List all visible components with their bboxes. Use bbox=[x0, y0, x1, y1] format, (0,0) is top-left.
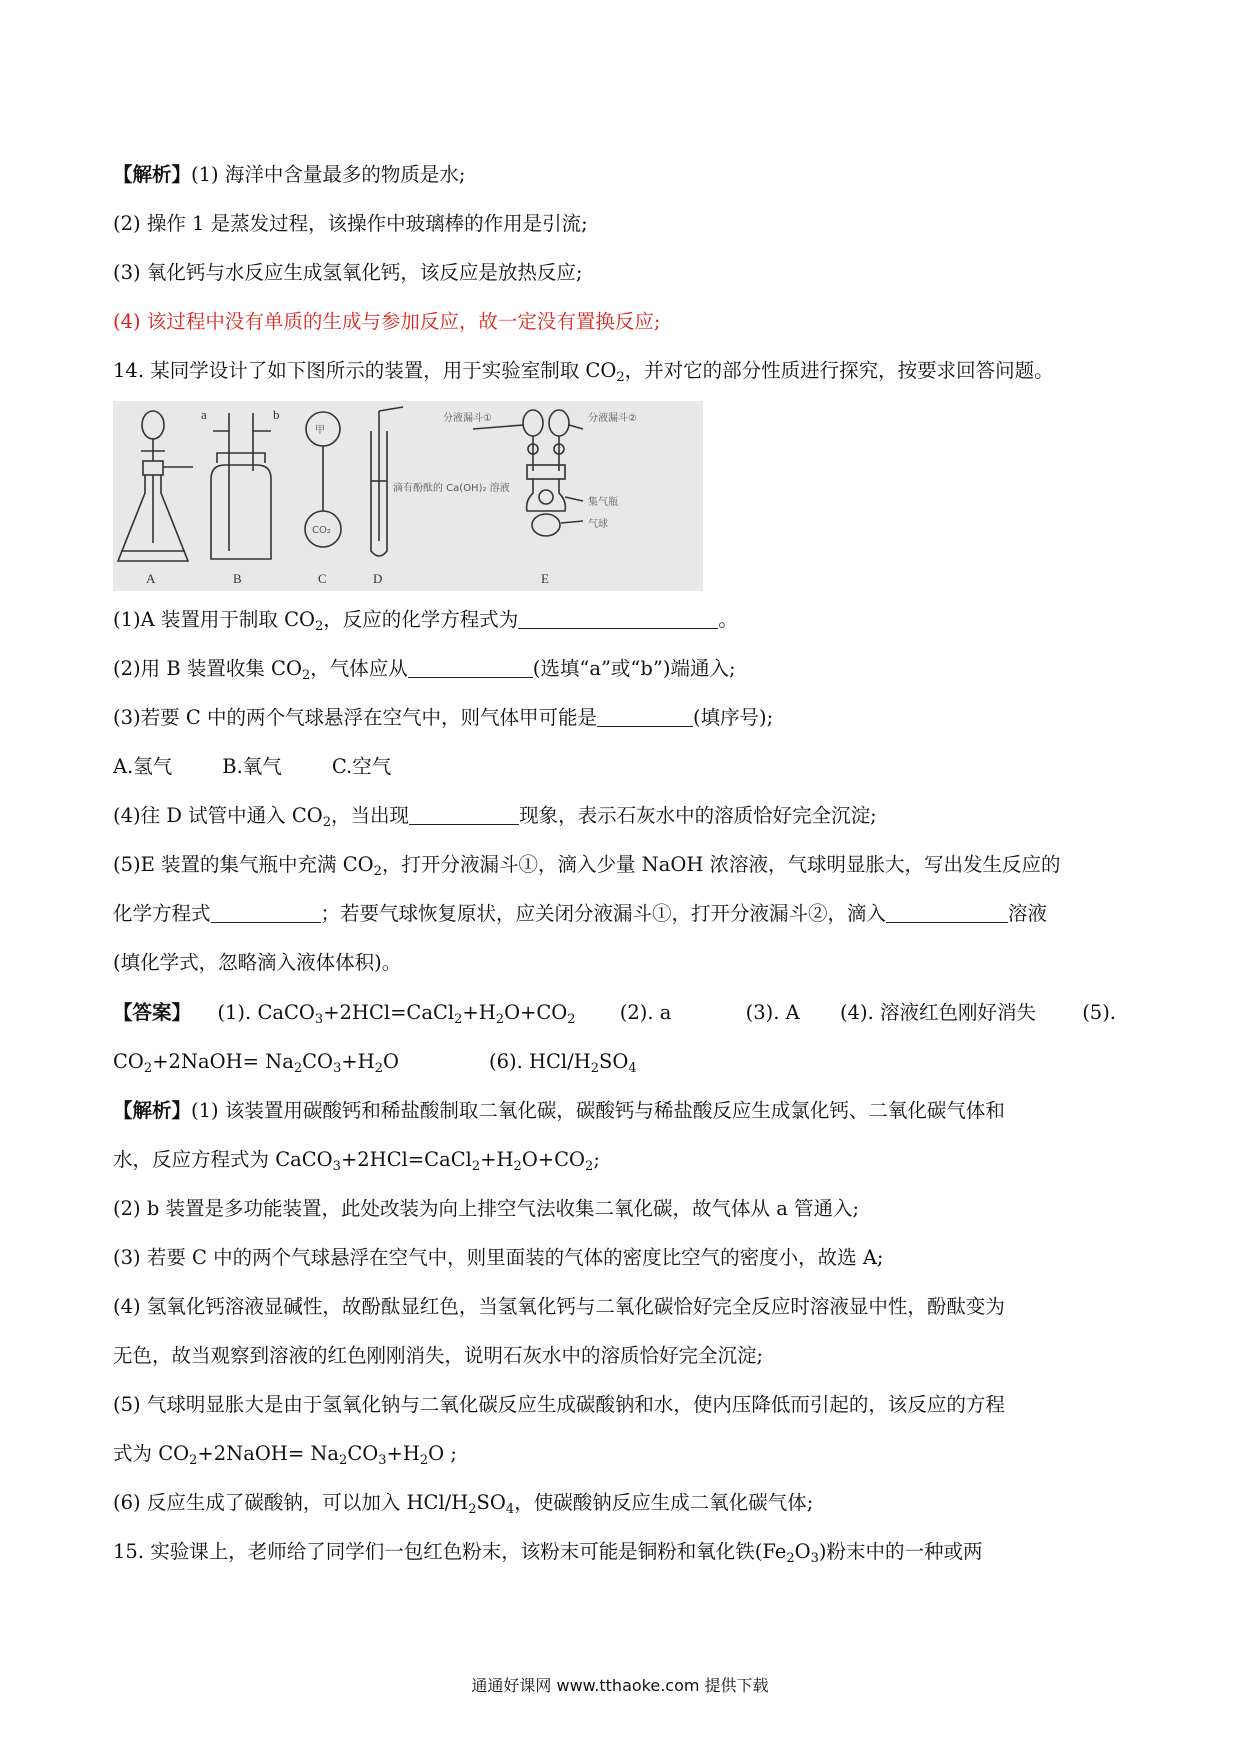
d-solution-note: 滴有酚酞的 Ca(OH)₂ 溶液 bbox=[393, 483, 510, 494]
analysis14-line7: (5) 气球明显胀大是由于氢氧化钠与二氧化碳反应生成碳酸钠和水，使内压降低而引起的，该反应的方程 bbox=[113, 1393, 1005, 1416]
question14-part3: (3)若要 C 中的两个气球悬浮在空气中，则气体甲可能是 (填序号); bbox=[113, 706, 774, 729]
question14-stem: 14. 某同学设计了如下图所示的装置，用于实验室制取 $CO_2$，并对它的部分性质进行探究，按要求回答问题。 bbox=[113, 359, 1054, 385]
analysis14-line6: 无色，故当观察到溶液的红色刚刚消失，说明石灰水中的溶质恰好完全沉淀; bbox=[113, 1344, 764, 1367]
apparatus-figure bbox=[113, 401, 703, 591]
analysis13-line2: (2) 操作 1 是蒸发过程，该操作中玻璃棒的作用是引流; bbox=[113, 212, 588, 235]
analysis13-line1: 【解析】(1) 海洋中含量最多的物质是水; bbox=[113, 163, 466, 186]
answer-blank[interactable] bbox=[886, 902, 1008, 923]
answer-label: 【答案】 bbox=[113, 1001, 192, 1024]
label-d: D bbox=[373, 571, 383, 586]
analysis14-line3: (2) b 装置是多功能装置，此处改装为向上排空气法收集二氧化碳，故气体从 a 管通入; bbox=[113, 1197, 860, 1220]
apparatus-b-bottle bbox=[211, 413, 271, 559]
analysis14-line8: 式为 $CO_2+2NaOH= Na_2CO_3+H_2O$ ; bbox=[113, 1442, 457, 1468]
apparatus-a-flask bbox=[118, 411, 193, 561]
answer-blank[interactable] bbox=[211, 902, 321, 923]
option-c: C.空气 bbox=[331, 755, 392, 778]
question14-part5-line1: (5)E 装置的集气瓶中充满 $CO_2$，打开分液漏斗①，滴入少量 NaOH 浓溶液，气球明显胀大，写出发生反应的 bbox=[113, 853, 1061, 879]
label-a: A bbox=[146, 571, 156, 586]
option-a: A.氢气 bbox=[113, 755, 173, 778]
question14-options bbox=[113, 754, 1133, 780]
port-b: b bbox=[273, 407, 280, 422]
e-funnel1-note: 分液漏斗① bbox=[443, 413, 492, 424]
analysis14-line2: 水，反应方程式为 $CaCO_3+2HCl=CaCl_2+H_2O+CO_2$; bbox=[113, 1148, 600, 1174]
apparatus-d-testtube bbox=[371, 407, 403, 556]
answer-blank[interactable] bbox=[409, 804, 519, 825]
analysis13-line4-highlight: (4) 该过程中没有单质的生成与参加反应，故一定没有置换反应; bbox=[113, 310, 661, 333]
question14-part4: (4)往 D 试管中通入 $CO_2$，当出现 现象，表示石灰水中的溶质恰好完全沉淀; bbox=[113, 804, 877, 830]
analysis14-line5: (4) 氢氧化钙溶液显碱性，故酚酞显红色，当氢氧化钙与二氧化碳恰好完全反应时溶液显中性，酚酞变为 bbox=[113, 1295, 1005, 1318]
analysis14-line1: 【解析】(1) 该装置用碳酸钙和稀盐酸制取二氧化碳，碳酸钙与稀盐酸反应生成氯化钙、二氧化碳气体和 bbox=[113, 1099, 1005, 1122]
analysis14-line9: (6) 反应生成了碳酸钠，可以加入 HCl/$H_2SO_4$，使碳酸钠反应生成二氧化碳气体; bbox=[113, 1491, 814, 1517]
question14-part5-line2: 化学方程式 ；若要气球恢复原状，应关闭分液漏斗①，打开分液漏斗②，滴入 溶液 bbox=[113, 902, 1048, 925]
apparatus-drawing bbox=[113, 401, 703, 591]
answer14-line1: 【答案】 (1). $CaCO_3+2HCl=CaCl_2+H_2O+CO_2$ (2). a (3). A (4). 溶液红色刚好消失 (5). bbox=[113, 1001, 1117, 1027]
e-balloon-note: 气球 bbox=[588, 519, 608, 530]
question14-part2: (2)用 B 装置收集 $CO_2$，气体应从 (选填“a”或“b”)端通入; bbox=[113, 657, 736, 683]
answer14-line2: $CO_2+2NaOH= Na_2CO_3+H_2O$ (6). HCl/$H_2SO_4$ bbox=[113, 1050, 637, 1076]
balloon-gas-label: 甲 bbox=[315, 425, 325, 436]
answer-blank[interactable] bbox=[597, 706, 693, 727]
port-a: a bbox=[201, 407, 207, 422]
answer-blank[interactable] bbox=[518, 608, 718, 629]
page-footer: 通通好课网 www.tthaoke.com 提供下载 bbox=[471, 1676, 769, 1695]
analysis13-line3: (3) 氧化钙与水反应生成氢氧化钙，该反应是放热反应; bbox=[113, 261, 583, 284]
analysis-label: 【解析】 bbox=[113, 1099, 192, 1122]
balloon-co2-label: CO₂ bbox=[312, 525, 331, 536]
analysis-label: 【解析】 bbox=[113, 163, 192, 186]
answer-blank[interactable] bbox=[408, 657, 533, 678]
question14-part5-line3: (填化学式，忽略滴入液体体积)。 bbox=[113, 951, 402, 974]
label-e: E bbox=[541, 571, 549, 586]
apparatus-e-setup bbox=[473, 410, 583, 536]
question14-part1: (1)A 装置用于制取 $CO_2$，反应的化学方程式为 。 bbox=[113, 608, 738, 634]
analysis14-line4: (3) 若要 C 中的两个气球悬浮在空气中，则里面装的气体的密度比空气的密度小，故选 A; bbox=[113, 1246, 884, 1269]
label-c: C bbox=[318, 571, 327, 586]
e-funnel2-note: 分液漏斗② bbox=[588, 413, 637, 424]
option-b: B.氧气 bbox=[222, 755, 282, 778]
question15-stem: 15. 实验课上，老师给了同学们一包红色粉末，该粉末可能是铜粉和氧化铁$(Fe_2O_3)$粉末中的一种或两 bbox=[113, 1540, 983, 1566]
label-b: B bbox=[233, 571, 242, 586]
e-bottle-note: 集气瓶 bbox=[588, 497, 618, 508]
